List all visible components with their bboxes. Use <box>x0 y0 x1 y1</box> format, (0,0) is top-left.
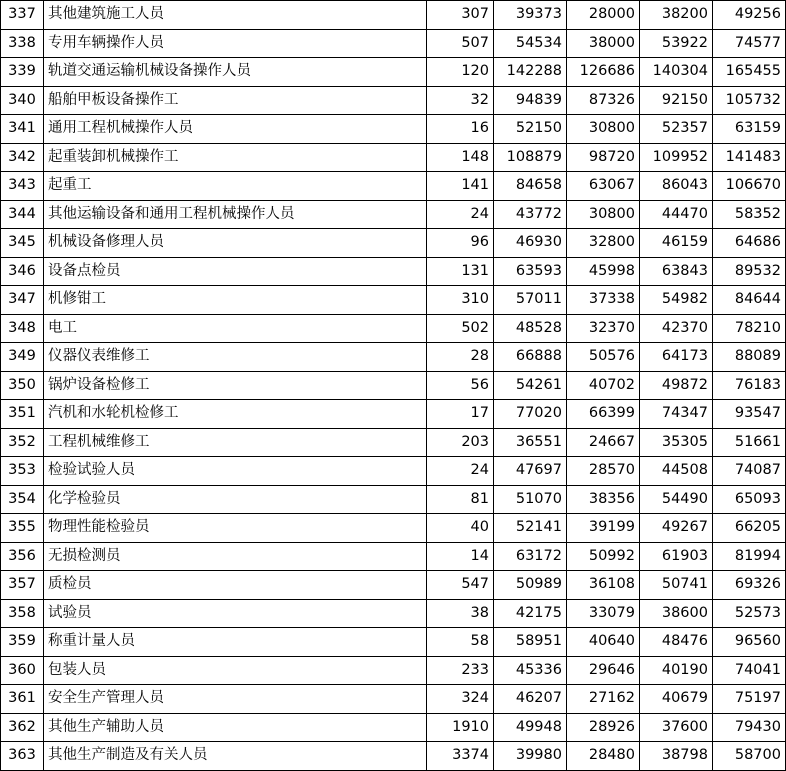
value4-cell: 105732 <box>713 86 786 115</box>
value1-cell: 39980 <box>494 742 567 771</box>
value3-cell: 44470 <box>640 200 713 229</box>
count-cell: 24 <box>427 200 494 229</box>
value4-cell: 63159 <box>713 115 786 144</box>
value2-cell: 40640 <box>567 628 640 657</box>
value3-cell: 92150 <box>640 86 713 115</box>
value3-cell: 52357 <box>640 115 713 144</box>
value1-cell: 43772 <box>494 200 567 229</box>
value1-cell: 77020 <box>494 400 567 429</box>
value3-cell: 38798 <box>640 742 713 771</box>
value3-cell: 140304 <box>640 58 713 87</box>
table-row <box>1 571 786 600</box>
value3-cell: 46159 <box>640 229 713 258</box>
value1-cell: 142288 <box>494 58 567 87</box>
value2-cell: 126686 <box>567 58 640 87</box>
value1-cell: 94839 <box>494 86 567 115</box>
table-row <box>1 1 786 30</box>
table-row <box>1 172 786 201</box>
occupation-name-cell: 其他生产辅助人员 <box>44 713 427 742</box>
row-index-cell: 361 <box>1 685 44 714</box>
value1-cell: 50989 <box>494 571 567 600</box>
occupation-name-cell: 无损检测员 <box>44 542 427 571</box>
value4-cell: 76183 <box>713 371 786 400</box>
value4-cell: 69326 <box>713 571 786 600</box>
occupation-name-cell: 通用工程机械操作人员 <box>44 115 427 144</box>
table-row <box>1 371 786 400</box>
occupation-name-cell: 安全生产管理人员 <box>44 685 427 714</box>
value2-cell: 87326 <box>567 86 640 115</box>
count-cell: 148 <box>427 143 494 172</box>
table-row <box>1 58 786 87</box>
value4-cell: 52573 <box>713 599 786 628</box>
occupation-name-cell: 质检员 <box>44 571 427 600</box>
value3-cell: 40679 <box>640 685 713 714</box>
value4-cell: 79430 <box>713 713 786 742</box>
count-cell: 507 <box>427 29 494 58</box>
value3-cell: 61903 <box>640 542 713 571</box>
value2-cell: 32370 <box>567 314 640 343</box>
row-index-cell: 350 <box>1 371 44 400</box>
value3-cell: 38600 <box>640 599 713 628</box>
count-cell: 16 <box>427 115 494 144</box>
table-row <box>1 599 786 628</box>
row-index-cell: 355 <box>1 514 44 543</box>
value4-cell: 88089 <box>713 343 786 372</box>
row-index-cell: 343 <box>1 172 44 201</box>
value2-cell: 50576 <box>567 343 640 372</box>
occupation-name-cell: 专用车辆操作人员 <box>44 29 427 58</box>
count-cell: 324 <box>427 685 494 714</box>
row-index-cell: 341 <box>1 115 44 144</box>
value4-cell: 66205 <box>713 514 786 543</box>
row-index-cell: 344 <box>1 200 44 229</box>
value2-cell: 28926 <box>567 713 640 742</box>
count-cell: 502 <box>427 314 494 343</box>
value4-cell: 81994 <box>713 542 786 571</box>
value2-cell: 28570 <box>567 457 640 486</box>
value2-cell: 28000 <box>567 1 640 30</box>
count-cell: 120 <box>427 58 494 87</box>
value4-cell: 84644 <box>713 286 786 315</box>
value2-cell: 36108 <box>567 571 640 600</box>
count-cell: 17 <box>427 400 494 429</box>
row-index-cell: 360 <box>1 656 44 685</box>
table-row <box>1 143 786 172</box>
value4-cell: 74087 <box>713 457 786 486</box>
occupation-name-cell: 包装人员 <box>44 656 427 685</box>
value4-cell: 74041 <box>713 656 786 685</box>
value3-cell: 42370 <box>640 314 713 343</box>
value1-cell: 52141 <box>494 514 567 543</box>
count-cell: 307 <box>427 1 494 30</box>
occupation-name-cell: 汽机和水轮机检修工 <box>44 400 427 429</box>
table-row <box>1 229 786 258</box>
value3-cell: 86043 <box>640 172 713 201</box>
row-index-cell: 356 <box>1 542 44 571</box>
row-index-cell: 347 <box>1 286 44 315</box>
row-index-cell: 346 <box>1 257 44 286</box>
occupation-name-cell: 起重工 <box>44 172 427 201</box>
table-row <box>1 286 786 315</box>
row-index-cell: 358 <box>1 599 44 628</box>
value1-cell: 58951 <box>494 628 567 657</box>
value3-cell: 64173 <box>640 343 713 372</box>
table-row <box>1 514 786 543</box>
occupation-name-cell: 电工 <box>44 314 427 343</box>
count-cell: 81 <box>427 485 494 514</box>
value3-cell: 35305 <box>640 428 713 457</box>
count-cell: 24 <box>427 457 494 486</box>
value2-cell: 29646 <box>567 656 640 685</box>
count-cell: 40 <box>427 514 494 543</box>
occupation-name-cell: 设备点检员 <box>44 257 427 286</box>
occupation-name-cell: 工程机械维修工 <box>44 428 427 457</box>
value2-cell: 40702 <box>567 371 640 400</box>
value3-cell: 48476 <box>640 628 713 657</box>
occupation-name-cell: 机械设备修理人员 <box>44 229 427 258</box>
table-row <box>1 485 786 514</box>
row-index-cell: 363 <box>1 742 44 771</box>
count-cell: 96 <box>427 229 494 258</box>
occupation-name-cell: 轨道交通运输机械设备操作人员 <box>44 58 427 87</box>
value3-cell: 49267 <box>640 514 713 543</box>
value1-cell: 51070 <box>494 485 567 514</box>
value3-cell: 63843 <box>640 257 713 286</box>
value1-cell: 54534 <box>494 29 567 58</box>
value4-cell: 64686 <box>713 229 786 258</box>
value2-cell: 24667 <box>567 428 640 457</box>
table-row <box>1 742 786 771</box>
value3-cell: 40190 <box>640 656 713 685</box>
value4-cell: 106670 <box>713 172 786 201</box>
value1-cell: 66888 <box>494 343 567 372</box>
value2-cell: 27162 <box>567 685 640 714</box>
count-cell: 141 <box>427 172 494 201</box>
row-index-cell: 357 <box>1 571 44 600</box>
value3-cell: 37600 <box>640 713 713 742</box>
row-index-cell: 342 <box>1 143 44 172</box>
value2-cell: 30800 <box>567 115 640 144</box>
table-row <box>1 343 786 372</box>
value2-cell: 30800 <box>567 200 640 229</box>
value3-cell: 54490 <box>640 485 713 514</box>
table-row <box>1 628 786 657</box>
value3-cell: 49872 <box>640 371 713 400</box>
value1-cell: 45336 <box>494 656 567 685</box>
value2-cell: 32800 <box>567 229 640 258</box>
value4-cell: 49256 <box>713 1 786 30</box>
count-cell: 56 <box>427 371 494 400</box>
table-row <box>1 428 786 457</box>
value3-cell: 74347 <box>640 400 713 429</box>
value4-cell: 141483 <box>713 143 786 172</box>
value2-cell: 63067 <box>567 172 640 201</box>
value2-cell: 33079 <box>567 599 640 628</box>
occupation-name-cell: 试验员 <box>44 599 427 628</box>
count-cell: 233 <box>427 656 494 685</box>
value1-cell: 36551 <box>494 428 567 457</box>
occupation-name-cell: 称重计量人员 <box>44 628 427 657</box>
row-index-cell: 349 <box>1 343 44 372</box>
value2-cell: 39199 <box>567 514 640 543</box>
count-cell: 1910 <box>427 713 494 742</box>
value2-cell: 50992 <box>567 542 640 571</box>
value1-cell: 46207 <box>494 685 567 714</box>
value1-cell: 47697 <box>494 457 567 486</box>
value1-cell: 108879 <box>494 143 567 172</box>
value4-cell: 58700 <box>713 742 786 771</box>
occupation-name-cell: 其他生产制造及有关人员 <box>44 742 427 771</box>
row-index-cell: 337 <box>1 1 44 30</box>
count-cell: 32 <box>427 86 494 115</box>
occupation-name-cell: 船舶甲板设备操作工 <box>44 86 427 115</box>
value4-cell: 165455 <box>713 58 786 87</box>
table-row <box>1 400 786 429</box>
count-cell: 14 <box>427 542 494 571</box>
occupation-name-cell: 物理性能检验员 <box>44 514 427 543</box>
row-index-cell: 351 <box>1 400 44 429</box>
row-index-cell: 352 <box>1 428 44 457</box>
count-cell: 547 <box>427 571 494 600</box>
value2-cell: 66399 <box>567 400 640 429</box>
occupation-name-cell: 起重装卸机械操作工 <box>44 143 427 172</box>
value2-cell: 45998 <box>567 257 640 286</box>
table-row <box>1 713 786 742</box>
table-row <box>1 29 786 58</box>
occupation-name-cell: 仪器仪表维修工 <box>44 343 427 372</box>
value2-cell: 28480 <box>567 742 640 771</box>
table-row <box>1 86 786 115</box>
row-index-cell: 348 <box>1 314 44 343</box>
count-cell: 28 <box>427 343 494 372</box>
count-cell: 38 <box>427 599 494 628</box>
value4-cell: 96560 <box>713 628 786 657</box>
row-index-cell: 353 <box>1 457 44 486</box>
value2-cell: 37338 <box>567 286 640 315</box>
row-index-cell: 345 <box>1 229 44 258</box>
table-row <box>1 685 786 714</box>
table-row <box>1 257 786 286</box>
count-cell: 310 <box>427 286 494 315</box>
value4-cell: 93547 <box>713 400 786 429</box>
table-body <box>1 1 786 771</box>
value3-cell: 109952 <box>640 143 713 172</box>
count-cell: 131 <box>427 257 494 286</box>
value1-cell: 39373 <box>494 1 567 30</box>
occupation-name-cell: 化学检验员 <box>44 485 427 514</box>
count-cell: 203 <box>427 428 494 457</box>
row-index-cell: 340 <box>1 86 44 115</box>
value4-cell: 74577 <box>713 29 786 58</box>
occupation-name-cell: 检验试验人员 <box>44 457 427 486</box>
value4-cell: 78210 <box>713 314 786 343</box>
value3-cell: 44508 <box>640 457 713 486</box>
value1-cell: 46930 <box>494 229 567 258</box>
row-index-cell: 362 <box>1 713 44 742</box>
value1-cell: 63172 <box>494 542 567 571</box>
row-index-cell: 339 <box>1 58 44 87</box>
table-row <box>1 457 786 486</box>
table-row <box>1 115 786 144</box>
value4-cell: 58352 <box>713 200 786 229</box>
value4-cell: 89532 <box>713 257 786 286</box>
row-index-cell: 359 <box>1 628 44 657</box>
occupation-name-cell: 其他建筑施工人员 <box>44 1 427 30</box>
table-row <box>1 656 786 685</box>
value1-cell: 49948 <box>494 713 567 742</box>
row-index-cell: 354 <box>1 485 44 514</box>
value2-cell: 38000 <box>567 29 640 58</box>
value3-cell: 50741 <box>640 571 713 600</box>
table-row <box>1 314 786 343</box>
value3-cell: 38200 <box>640 1 713 30</box>
value1-cell: 52150 <box>494 115 567 144</box>
occupation-name-cell: 其他运输设备和通用工程机械操作人员 <box>44 200 427 229</box>
value1-cell: 84658 <box>494 172 567 201</box>
table-row <box>1 542 786 571</box>
value3-cell: 54982 <box>640 286 713 315</box>
count-cell: 58 <box>427 628 494 657</box>
occupation-name-cell: 锅炉设备检修工 <box>44 371 427 400</box>
value1-cell: 42175 <box>494 599 567 628</box>
row-index-cell: 338 <box>1 29 44 58</box>
value4-cell: 65093 <box>713 485 786 514</box>
count-cell: 3374 <box>427 742 494 771</box>
occupation-name-cell: 机修钳工 <box>44 286 427 315</box>
value1-cell: 63593 <box>494 257 567 286</box>
value1-cell: 48528 <box>494 314 567 343</box>
value1-cell: 54261 <box>494 371 567 400</box>
value4-cell: 51661 <box>713 428 786 457</box>
value2-cell: 38356 <box>567 485 640 514</box>
value1-cell: 57011 <box>494 286 567 315</box>
table-row <box>1 200 786 229</box>
value4-cell: 75197 <box>713 685 786 714</box>
value2-cell: 98720 <box>567 143 640 172</box>
value3-cell: 53922 <box>640 29 713 58</box>
